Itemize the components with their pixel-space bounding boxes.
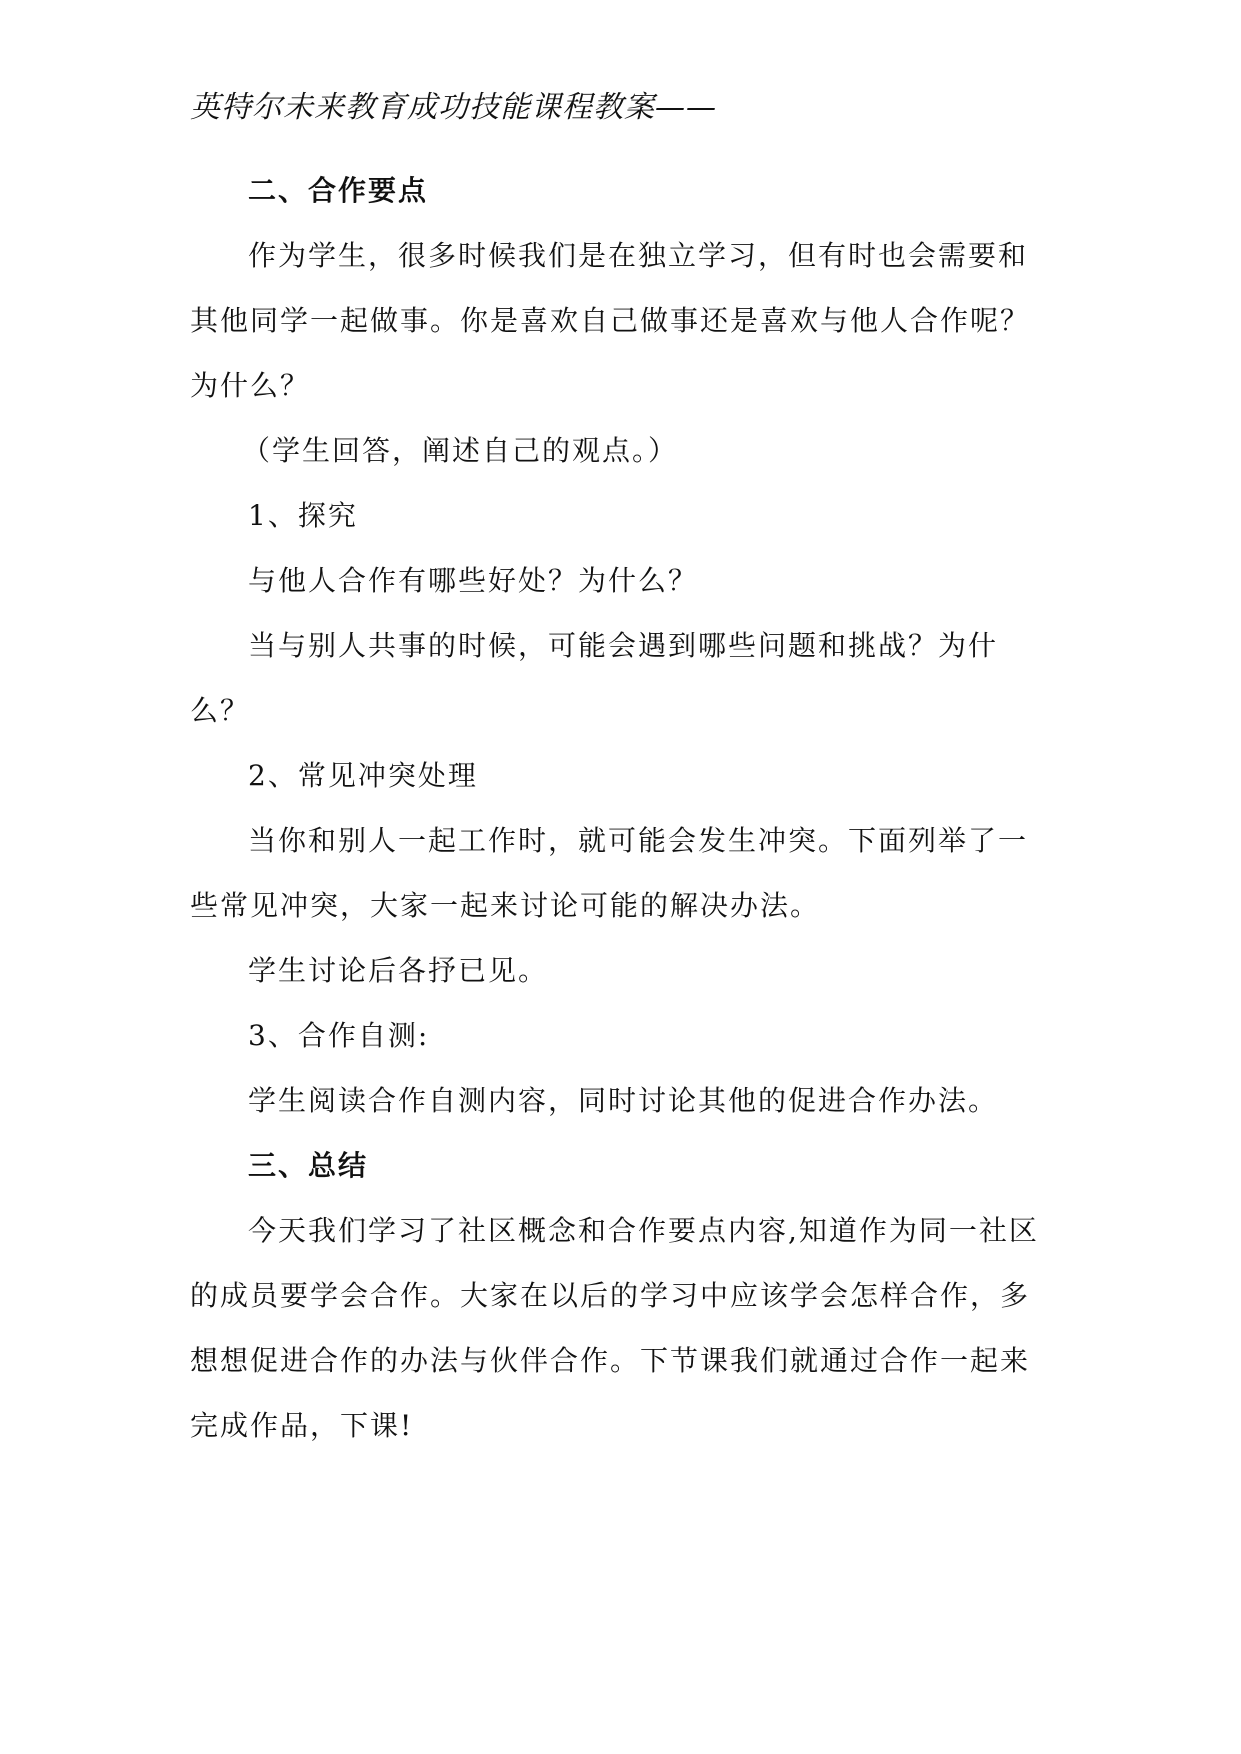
item-heading-self-test: 3、合作自测: bbox=[248, 1019, 430, 1052]
paragraph-intro: 作为学生，很多时候我们是在独立学习，但有时也会需要和其他同学一起做事。你是喜欢自己做事还是喜欢与他人合作呢？为什么？ bbox=[190, 239, 1031, 402]
paragraph-summary: 今天我们学习了社区概念和合作要点内容,知道作为同一社区的成员要学会合作。大家在以后的学习中应该学会怎样合作，多想想促进合作的办法与伙伴合作。下节课我们就通过合作一起来完成作品，下课! bbox=[190, 1214, 1039, 1442]
paragraph-student-answer: （学生回答，阐述自己的观点。） bbox=[242, 434, 679, 467]
paragraph-question-challenges: 当与别人共事的时候，可能会遇到哪些问题和挑战？为什么？ bbox=[190, 629, 999, 727]
paragraph-discussion: 学生讨论后各抒已见。 bbox=[248, 954, 549, 987]
document-body bbox=[190, 158, 1050, 1458]
section-heading-summary: 三、总结 bbox=[248, 1149, 369, 1182]
document-header: 英特尔未来教育成功技能课程教案—— bbox=[190, 90, 717, 125]
section-heading-cooperation: 二、合作要点 bbox=[248, 174, 429, 207]
item-heading-explore: 1、探究 bbox=[248, 499, 358, 532]
paragraph-self-test: 学生阅读合作自测内容，同时讨论其他的促进合作办法。 bbox=[248, 1084, 999, 1117]
paragraph-question-benefits: 与他人合作有哪些好处？为什么？ bbox=[248, 564, 699, 597]
paragraph-conflicts: 当你和别人一起工作时，就可能会发生冲突。下面列举了一些常见冲突，大家一起来讨论可能的解决办法。 bbox=[190, 824, 1029, 922]
item-heading-conflicts: 2、常见冲突处理 bbox=[248, 759, 478, 792]
